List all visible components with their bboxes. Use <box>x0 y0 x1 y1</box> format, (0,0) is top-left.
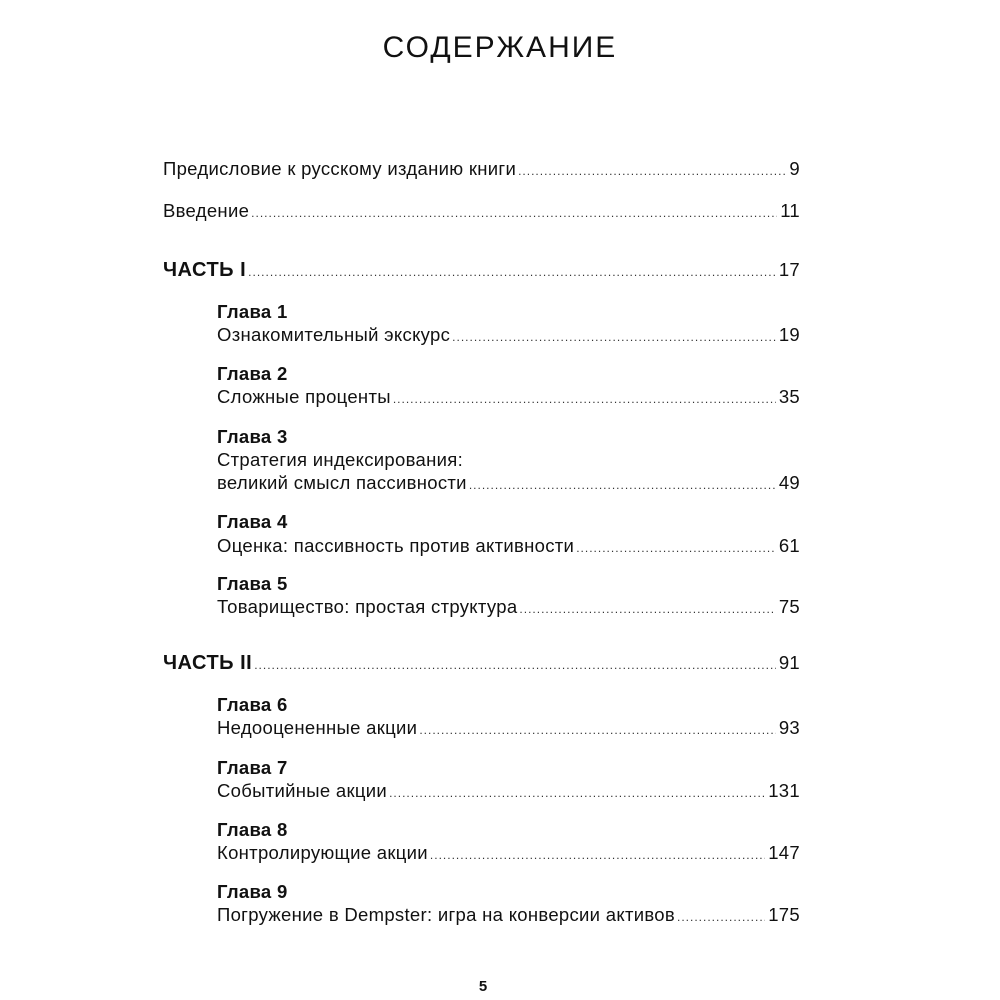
toc-part-label: ЧАСТЬ I <box>163 259 247 281</box>
toc-entry-label: Предисловие к русскому изданию книги <box>163 158 517 179</box>
chapter-heading: Глава 1 <box>217 301 288 322</box>
toc-entry-page: 49 <box>778 472 800 493</box>
chapter-heading: Глава 5 <box>217 573 288 594</box>
leader-dots <box>452 325 776 349</box>
toc-entry-intro[interactable] <box>163 199 800 225</box>
toc-part-1[interactable] <box>163 258 800 284</box>
toc-entry-label: Недооцененные акции <box>217 717 418 738</box>
leader-dots <box>677 905 765 929</box>
toc-entry-chapter-6[interactable] <box>217 716 800 742</box>
toc-entry-label: Погружение в Dempster: игра на конверсии активов <box>217 904 675 925</box>
leader-dots <box>251 201 777 225</box>
toc-part-label: ЧАСТЬ II <box>163 652 253 674</box>
toc-entry-page: 11 <box>780 200 800 221</box>
toc-entry-page: 131 <box>768 780 800 801</box>
leader-dots <box>254 653 776 677</box>
chapter-heading: Глава 6 <box>217 694 288 715</box>
leader-dots <box>419 718 776 742</box>
toc-entry-page: 75 <box>778 596 800 617</box>
toc-entry-page: 91 <box>778 652 800 673</box>
leader-dots <box>469 473 776 497</box>
chapter-heading: Глава 9 <box>217 881 288 902</box>
toc-entry-chapter-9[interactable] <box>217 903 800 929</box>
chapter-heading: Глава 2 <box>217 363 288 384</box>
toc-entry-page: 93 <box>778 717 800 738</box>
toc-entry-page: 19 <box>778 324 800 345</box>
toc-entry-label: Ознакомительный экскурс <box>217 324 451 345</box>
toc-entry-chapter-2[interactable] <box>217 385 800 411</box>
toc-entry-preface[interactable] <box>163 157 800 183</box>
toc-entry-label: Введение <box>163 200 250 221</box>
page-title: СОДЕРЖАНИЕ <box>382 31 618 64</box>
leader-dots <box>576 536 776 560</box>
leader-dots <box>393 387 776 411</box>
toc-entry-label: Событийные акции <box>217 780 388 801</box>
toc-entry-page: 147 <box>768 842 800 863</box>
toc-entry-chapter-5[interactable] <box>217 595 800 621</box>
leader-dots <box>248 260 776 284</box>
toc-entry-page: 175 <box>768 904 800 925</box>
toc-entry-page: 61 <box>778 535 800 556</box>
leader-dots <box>389 781 765 805</box>
page-number: 5 <box>478 978 488 995</box>
toc-entry-label: Оценка: пассивность против активности <box>217 535 575 556</box>
toc-entry-label: Сложные проценты <box>217 386 391 407</box>
chapter-heading: Глава 4 <box>217 511 288 532</box>
toc-part-2[interactable] <box>163 651 800 677</box>
toc-entry-chapter-4[interactable] <box>217 534 800 560</box>
chapter-heading: Глава 8 <box>217 819 288 840</box>
toc-entry-title-line: Стратегия индексирования: <box>217 449 464 470</box>
leader-dots <box>518 159 786 183</box>
toc-entry-chapter-8[interactable] <box>217 841 800 867</box>
toc-entry-chapter-7[interactable] <box>217 779 800 805</box>
chapter-heading: Глава 7 <box>217 757 288 778</box>
toc-entry-page: 9 <box>789 158 800 179</box>
chapter-heading: Глава 3 <box>217 426 288 447</box>
toc-entry-label: великий смысл пассивности <box>217 472 467 493</box>
toc-entry-page: 17 <box>778 259 800 280</box>
toc-entry-label: Товарищество: простая структура <box>217 596 518 617</box>
leader-dots <box>519 597 775 621</box>
toc-entry-chapter-1[interactable] <box>217 323 800 349</box>
leader-dots <box>430 843 765 867</box>
toc-entry-label: Контролирующие акции <box>217 842 428 863</box>
toc-entry-page: 35 <box>778 386 800 407</box>
toc-entry-chapter-3[interactable] <box>217 471 800 497</box>
